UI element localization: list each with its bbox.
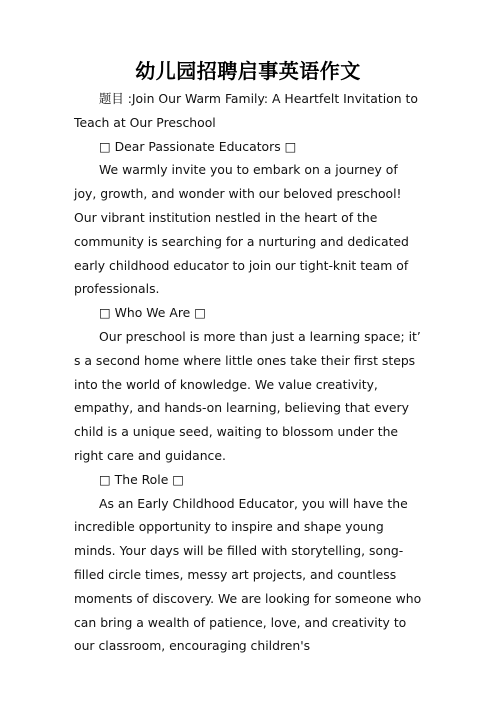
document-title: 幼儿园招聘启事英语作文 [135, 59, 361, 83]
subject-line: 题目 :Join Our Warm Family: A Heartfelt Invitation to Teach at Our Preschool [74, 91, 418, 130]
section-heading-who-we-are: □ Who We Are □ [99, 305, 206, 321]
the-role-paragraph: As an Early Childhood Educator, you will have the incredible opportunity to inspire and shape young minds. Your days will be filled with storytelling, song-filled circle times, messy art projects, and countless moments of discovery. We are looking for someone who can bring a wealth of patience, love, and creativity to our classroom, encouraging children's [74, 495, 422, 654]
section-heading-the-role: □ The Role □ [99, 471, 184, 487]
document-body [74, 87, 422, 658]
greeting-heading: □ Dear Passionate Educators □ [99, 138, 297, 154]
intro-paragraph: We warmly invite you to embark on a journey of joy, growth, and wonder with our beloved preschool! Our vibrant institution nestled in the heart of the community is searching for a nurturing and dedicated early childhood educator to join our tight-knit team of professionals. [74, 162, 409, 297]
who-we-are-paragraph: Our preschool is more than just a learning space; it’ s a second home where little ones take their first steps into the world of knowledge. We value creativity, empathy, and hands-on learning, believing that every child is a unique seed, waiting to blossom under the right care and guidance. [74, 328, 421, 463]
